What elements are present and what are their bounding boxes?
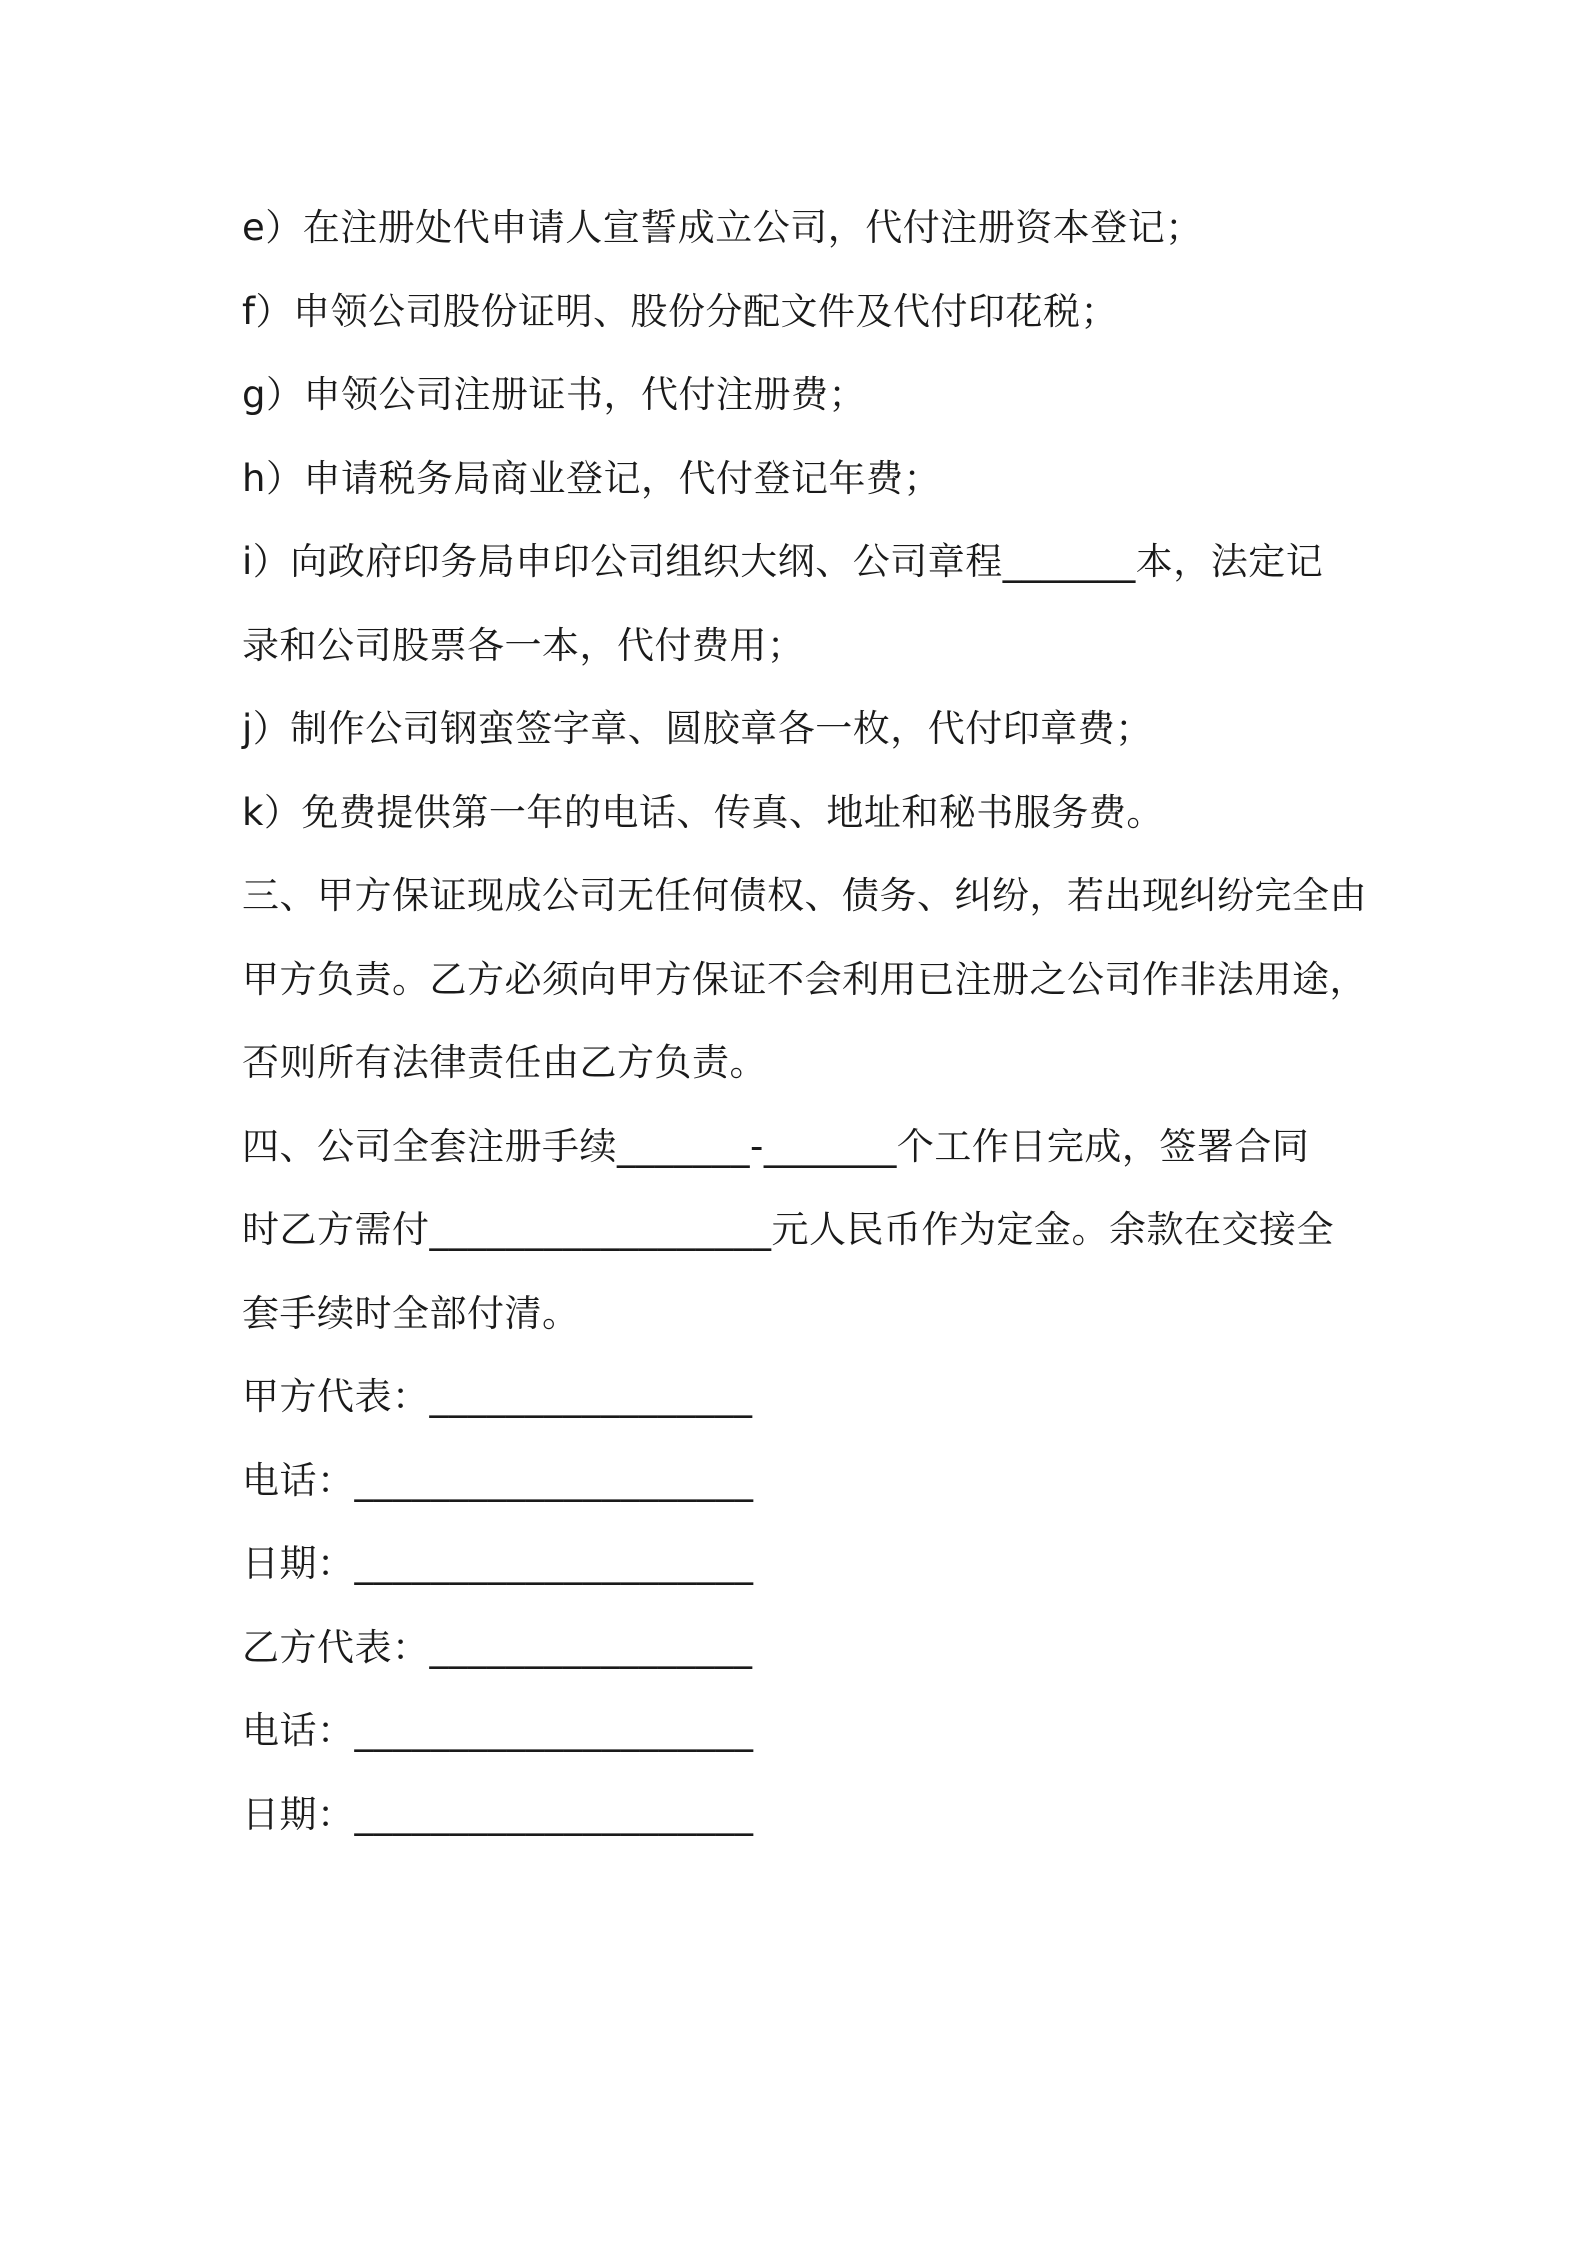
- clause-k: k）免费提供第一年的电话、传真、地址和秘书服务费。: [242, 790, 1164, 834]
- clause-f: f）申领公司股份证明、股份分配文件及代付印花税；: [242, 289, 1119, 333]
- section-3-line3: 否则所有法律责任由乙方负责。: [242, 1041, 767, 1084]
- section-4-line3: 套手续时全部付清。: [242, 1291, 580, 1335]
- clause-i-line2: 录和公司股票各一本，代付费用；: [242, 623, 805, 667]
- document-body: [242, 186, 1367, 1856]
- party-b-phone: 电话：_____________________: [242, 1709, 754, 1752]
- section-4-line1: 四、公司全套注册手续_______-_______个工作日完成，签署合同: [242, 1124, 1310, 1168]
- clause-h: h）申请税务局商业登记，代付登记年费；: [242, 456, 941, 500]
- party-a-representative: 甲方代表：_________________: [242, 1375, 753, 1418]
- clause-e: e）在注册处代申请人宣誓成立公司，代付注册资本登记；: [242, 206, 1203, 249]
- section-3-line1: 三、甲方保证现成公司无任何债权、债务、纠纷，若出现纠纷完全由: [242, 874, 1367, 917]
- section-3-line2: 甲方负责。乙方必须向甲方保证不会利用已注册之公司作非法用途，: [242, 957, 1367, 1001]
- party-a-phone: 电话：_____________________: [242, 1458, 754, 1502]
- party-a-date: 日期：_____________________: [242, 1542, 754, 1585]
- clause-g: g）申领公司注册证书，代付注册费；: [242, 373, 866, 416]
- party-b-date: 日期：_____________________: [242, 1792, 754, 1836]
- clause-i-line1: i）向政府印务局申印公司组织大纲、公司章程_______本，法定记: [242, 540, 1324, 583]
- section-4-line2: 时乙方需付__________________元人民币作为定金。余款在交接全: [242, 1208, 1334, 1251]
- clause-j: j）制作公司钢蛮签字章、圆胶章各一枚，代付印章费；: [242, 707, 1153, 750]
- party-b-representative: 乙方代表：_________________: [242, 1625, 753, 1669]
